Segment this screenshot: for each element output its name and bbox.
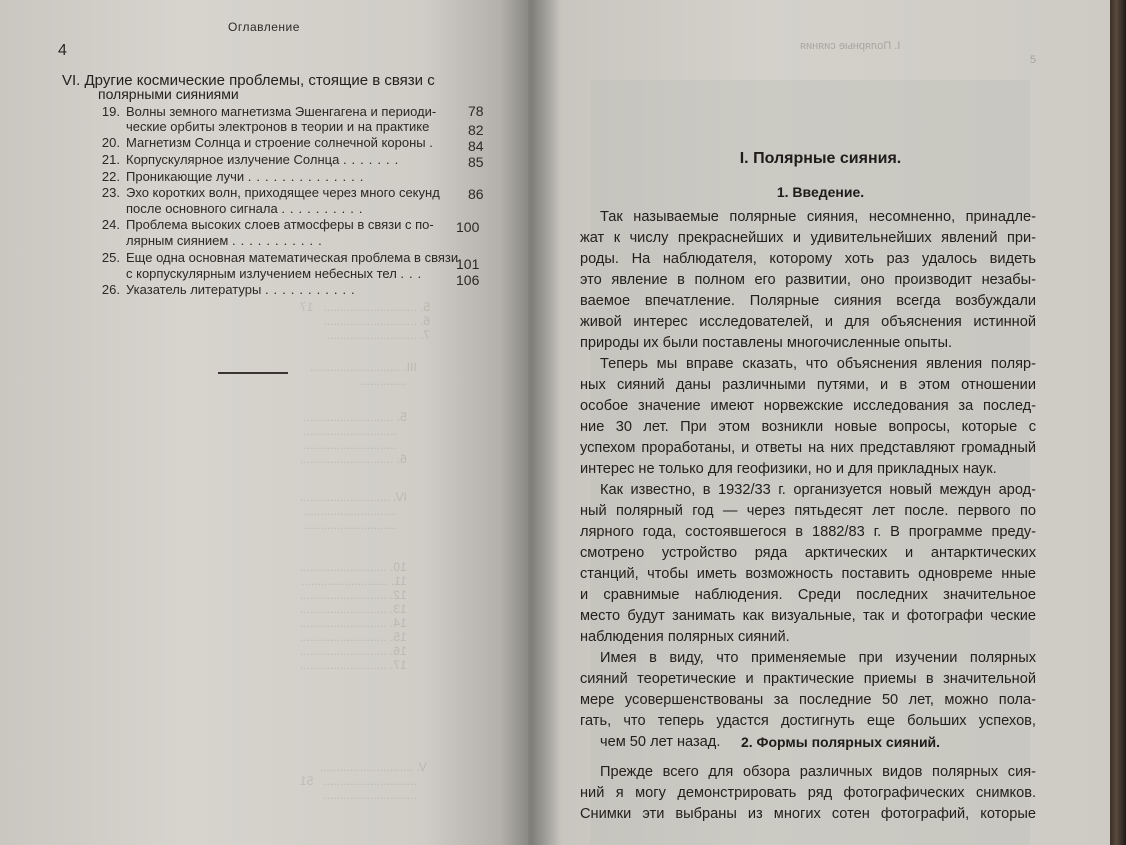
toc-entry-leader: .......... <box>281 201 368 216</box>
toc-entry-title: Корпускулярное излучение Солнца <box>126 152 340 167</box>
body-text-line: жат к числу прекраснейших и удивительнейших явлений при- <box>580 230 1036 246</box>
toc-entry <box>96 217 434 233</box>
toc-entry-page: 106 <box>456 272 480 288</box>
toc-entry-leader: ... <box>400 266 427 281</box>
body-text-line: смотрено устройство ряда арктических и антарктических <box>580 545 1036 561</box>
bleed-through-text: 5. ........................... ............................ ............................ 6. ............................ <box>300 410 407 466</box>
body-text-line: гать, что теперь удастся достигнуть еще больших успехов, <box>580 713 1036 729</box>
toc-entry-leader: .............. <box>247 169 369 184</box>
body-text-line: наблюдения полярных сияний. <box>580 629 790 645</box>
body-text-line: мере усовершенствованы за последние 50 лет, можно пола- <box>580 692 1036 708</box>
bleed-through-text: V. ............................ ............................ 51 ............................ <box>300 760 427 802</box>
toc-entry <box>96 250 458 266</box>
bleed-through-header: I. Полярные сияния <box>800 40 901 52</box>
toc-entry-title: Указатель литературы <box>126 282 262 297</box>
body-text-line: успехом проработаны, и ответы на них представляют громадный <box>580 440 1036 456</box>
toc-entry-page: 86 <box>468 186 484 202</box>
toc-entry <box>96 104 436 120</box>
toc-entry-number: 23. <box>101 185 120 200</box>
toc-entry-number: 25. <box>101 250 120 265</box>
section-title-forms: 2. Формы полярных сияний. <box>740 734 941 750</box>
body-text-line: природы их были поставлены многочисленные опыты. <box>580 335 953 351</box>
toc-entry-continued <box>126 233 327 249</box>
bleed-through-page-number: 5 <box>1030 54 1037 66</box>
body-text-line: ние 30 лет. При этом возникли новые вопросы, которые с <box>580 419 1036 435</box>
toc-entry <box>96 135 438 151</box>
toc-entry-continued: ческие орбиты электронов в теории и на практике <box>126 119 430 134</box>
body-text-line: Снимки эти выбраны из многих сотен фотографий, которые <box>580 806 1036 822</box>
toc-entry-page: 84 <box>468 138 484 154</box>
section-title-introduction: 1. Введение. <box>776 184 865 200</box>
toc-entry-leader: . <box>429 135 438 150</box>
body-text-line: Прежде всего для обзора различных видов полярных сия- <box>600 764 1036 780</box>
bleed-through-text: 10. .......................... 11. .......................... 12. .......................... 13. .......................... 14. .......................... 15. .......................... 16. .......................... 17. .......................... <box>300 560 407 672</box>
toc-entry-title: Волны земного магнетизма Эшенгагена и периоди- <box>126 104 437 119</box>
body-text-line: сияний теоретические и практические приемы в значительной <box>580 671 1036 687</box>
toc-entry-page: 101 <box>456 256 480 272</box>
toc-entry-leader: ....... <box>342 152 404 167</box>
toc-entry-number: 19. <box>101 104 120 119</box>
toc-entry-number: 22. <box>101 169 120 184</box>
toc-entry-page: 78 <box>468 103 484 119</box>
toc-entry-page: 85 <box>468 154 484 170</box>
body-text-line: место будут занимать как визуальные, так и фотографи ческие <box>580 608 1036 624</box>
body-text-line: чем 50 лет назад. <box>600 734 721 750</box>
toc-entry-title: Магнетизм Солнца и строение солнечной короны <box>126 135 426 150</box>
toc-entry-continued <box>126 201 367 217</box>
toc-entry-number: 20. <box>101 135 120 150</box>
toc-entry <box>96 169 368 185</box>
toc-entry-continued <box>126 266 426 282</box>
toc-heading: Оглавление <box>228 20 300 34</box>
body-text-line: это явление в полном его развитии, оно производит незабы- <box>580 272 1036 288</box>
toc-entry <box>96 282 360 298</box>
chapter-title: I. Полярные сияния. <box>739 150 902 167</box>
body-text-line: особое значение имеют норвежские исследования за послед- <box>580 398 1036 414</box>
bleed-through-text: 5. ............................ 17 6. ............................ 7. ........................... <box>300 300 431 342</box>
section-title: Другие космические проблемы, стоящие в связи с <box>84 72 435 89</box>
toc-entry <box>96 185 440 201</box>
toc-entry-title: Эхо коротких волн, приходящее через много секунд <box>126 185 440 200</box>
bleed-through-text: III. ........................... .............. <box>310 360 417 388</box>
body-text-line: Теперь мы вправе сказать, что объяснения явления поляр- <box>600 356 1036 372</box>
toc-entry-leader: ........... <box>264 282 360 297</box>
body-text-line: ных сияний даны различными путями, и в этом отношении <box>580 377 1036 393</box>
toc-entry-title-cont: лярным сиянием <box>126 233 229 248</box>
toc-entry-number: 24. <box>101 217 120 232</box>
toc-entry-number: 21. <box>101 152 120 167</box>
page-edge <box>1110 0 1126 845</box>
divider-rule <box>218 372 288 374</box>
toc-entry-title: Проникающие лучи <box>126 169 245 184</box>
section-title-continued: полярными сияниями <box>98 86 239 102</box>
bleed-through-text: IV. ........................... ............................ ............................ <box>300 490 407 532</box>
body-text-line: Имея в виду, что применяемые при изучении полярных <box>600 650 1036 666</box>
body-text-line: станций, чтобы иметь возможность поставить одновреме нные <box>580 566 1036 582</box>
page-number: 4 <box>58 42 67 59</box>
toc-entry-leader: ........... <box>231 233 327 248</box>
body-text-line: живой интерес исследователей, и для объяснения истинной <box>580 314 1036 330</box>
toc-entry-page: 100 <box>456 219 480 235</box>
body-text-line: Так называемые полярные сияния, несомненно, принадле- <box>600 209 1036 225</box>
toc-entry-page: 82 <box>468 122 484 138</box>
body-text-line: интерес не только для геофизики, но и для прикладных наук. <box>580 461 997 477</box>
section-roman-numeral: VI. <box>62 72 81 89</box>
toc-entry <box>96 152 403 168</box>
toc-entry-title-cont: с корпускулярным излучением небесных тел <box>126 266 397 281</box>
toc-entry-title: Еще одна основная математическая проблема в связи <box>126 250 459 265</box>
toc-entry-title: Проблема высоких слоев атмосферы в связи с по- <box>126 217 434 232</box>
body-text-line: ний я могу демонстрировать ряд фотографических снимков. <box>580 785 1036 801</box>
toc-entry-number: 26. <box>101 282 120 297</box>
body-text-line: роды. На наблюдателя, которому хоть раз удалось видеть <box>580 251 1036 267</box>
toc-entry-title-cont: после основного сигнала <box>126 201 278 216</box>
body-text-line: Как известно, в 1932/33 г. организуется новый междун арод- <box>600 482 1036 498</box>
body-text-line: ный полярный год — через пятьдесят лет после. первого по <box>580 503 1036 519</box>
left-page <box>0 0 528 845</box>
body-text-line: и сравнимые наблюдения. Среди последних значительное <box>580 587 1036 603</box>
body-text-line: ваемое впечатление. Полярные сияния всегда возбуждали <box>580 293 1036 309</box>
body-text-line: лярного года, состоявшегося в 1882/83 г. В программе преду- <box>580 524 1036 540</box>
